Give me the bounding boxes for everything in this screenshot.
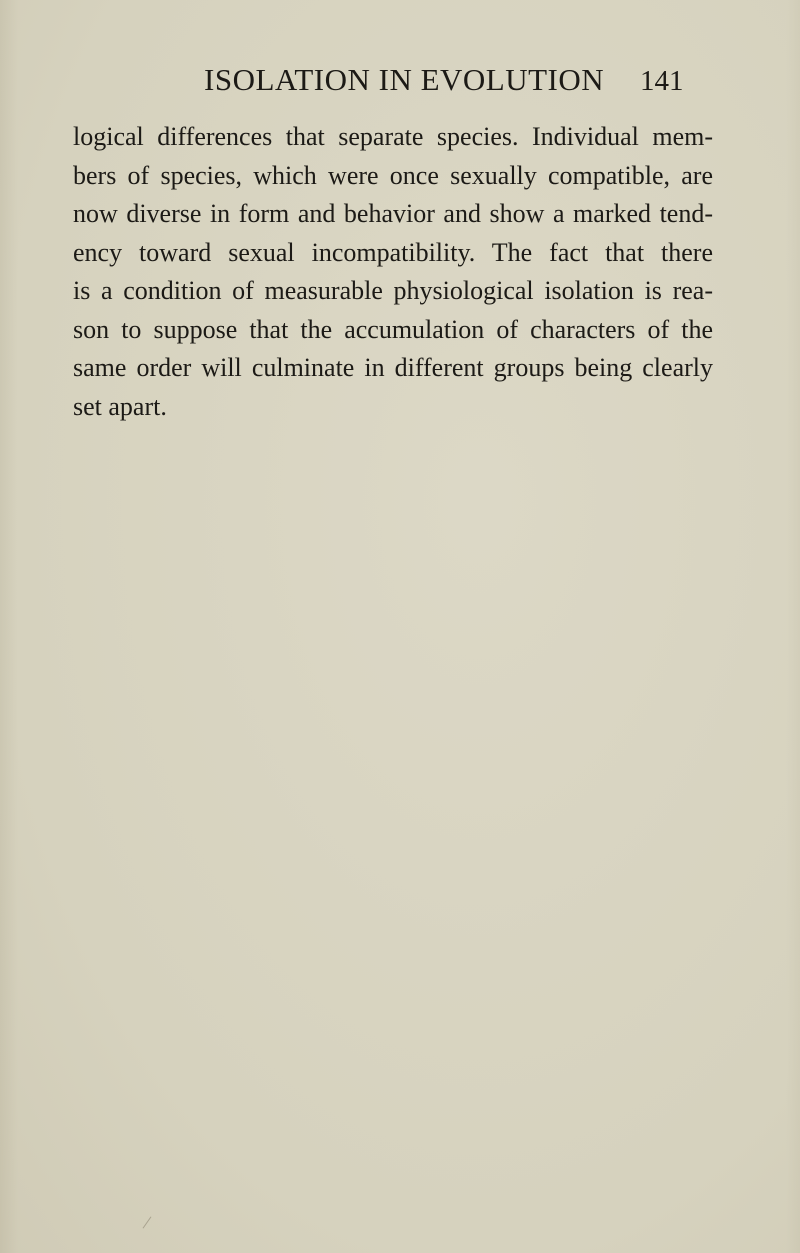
text-line: logical differences that separate species. Individual mem-: [73, 122, 713, 151]
text-line: bers of species, which were once sexually compatible, are: [73, 160, 713, 190]
running-head-title: ISOLATION IN EVOLUTION: [204, 62, 605, 97]
body-paragraph: [73, 118, 713, 426]
page-number: 141: [640, 65, 684, 97]
running-head: [0, 62, 800, 102]
text-line: set apart.: [73, 391, 167, 421]
text-line: son to suppose that the accumulation of characters of the: [73, 314, 713, 344]
paper-mark: [143, 1216, 152, 1228]
text-line: ency toward sexual incompatibility. The fact that there: [73, 237, 713, 267]
text-line: same order will culminate in different groups being clearly: [73, 353, 713, 382]
text-line: now diverse in form and behavior and show a marked tend-: [73, 199, 713, 228]
text-line: is a condition of measurable physiological isolation is rea-: [73, 276, 713, 305]
